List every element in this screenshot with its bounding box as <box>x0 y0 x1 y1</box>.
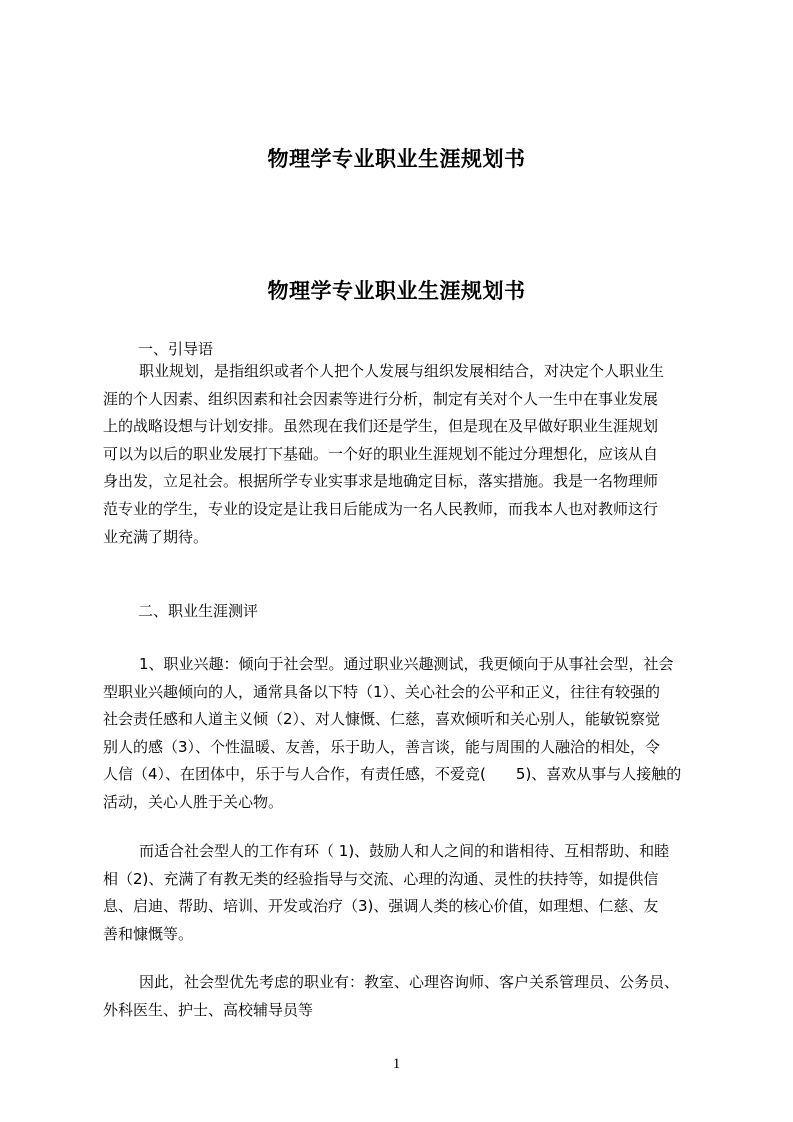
paragraph-line: 社会责任感和人道主义倾（2）、对人慷慨、仁慈，喜欢倾听和关心别人，能敏锐察觉 <box>103 710 661 729</box>
paragraph-line: 善和慷慨等。 <box>103 924 194 943</box>
document-title: 物理学专业职业生涯规划书 <box>267 279 526 303</box>
paragraph-line: 可以为以后的职业发展打下基础。一个好的职业生涯规划不能过分理想化，应该从自 <box>103 444 659 463</box>
paragraph-line: 业充满了期待。 <box>103 527 209 546</box>
paragraph-line: 职业规划，是指组织或者个人把个人发展与组织发展相结合，对决定个人职业生 <box>139 362 665 380</box>
paragraph-line: 息、启迪、帮助、培训、开发或治疗（3)、强调人类的核心价值，如理想、仁慈、友 <box>103 897 659 916</box>
paragraph-line: 范专业的学生，专业的设定是让我日后能成为一名人民教师，而我本人也对教师这行 <box>103 499 659 518</box>
paragraph-career-interest <box>103 651 703 817</box>
paragraph-line: 而适合社会型人的工作有环（ 1)、鼓励人和人之间的和谐相待、互相帮助、和睦 <box>139 842 670 860</box>
paragraph-line: 上的战略设想与计划安排。虽然现在我们还是学生，但是现在及早做好职业生涯规划 <box>103 417 659 436</box>
paragraph-line: 1、职业兴趣：倾向于社会型。通过职业兴趣测试，我更倾向于从事社会型，社会 <box>139 655 674 673</box>
paragraph-line: 活动，关心人胜于关心物。 <box>103 792 284 811</box>
paragraph-line: 人信（4）、在团体中，乐于与人合作，有责任感，不爱竞( 5)、喜欢从事与人接触的 <box>103 765 682 784</box>
paragraph-line: 型职业兴趣倾向的人，通常具备以下特（1）、关心社会的公平和正义，往往有较强的 <box>103 682 661 701</box>
page-number: 1 <box>392 1056 401 1072</box>
paragraph-line: 外科医生、护士、高校辅导员等 <box>103 1000 314 1019</box>
paragraph-line: 涯的个人因素、组织因素和社会因素等进行分析，制定有关对个人一生中在事业发展 <box>103 389 659 408</box>
paragraph-suitable-work <box>103 838 703 948</box>
paragraph-preferred-careers <box>103 969 703 1024</box>
paragraph-line: 相（2)、充满了有教无类的经验指导与交流、心理的沟通、灵性的扶持等，如提供信 <box>103 869 659 888</box>
section-heading-career-assessment: 二、职业生涯测评 <box>138 602 259 620</box>
document-header-title: 物理学专业职业生涯规划书 <box>267 147 526 171</box>
section-heading-introduction: 一、引导语 <box>138 340 214 358</box>
paragraph-line: 别人的感（3）、个性温暖、友善，乐于助人，善言谈，能与周围的人融洽的相处，令 <box>103 737 661 756</box>
paragraph-line: 身出发，立足社会。根据所学专业实事求是地确定目标，落实措施。我是一名物理师 <box>103 472 659 491</box>
paragraph-introduction <box>103 358 703 551</box>
paragraph-line: 因此，社会型优先考虑的职业有：教室、心理咨询师、客户关系管理员、公务员、 <box>139 973 680 991</box>
